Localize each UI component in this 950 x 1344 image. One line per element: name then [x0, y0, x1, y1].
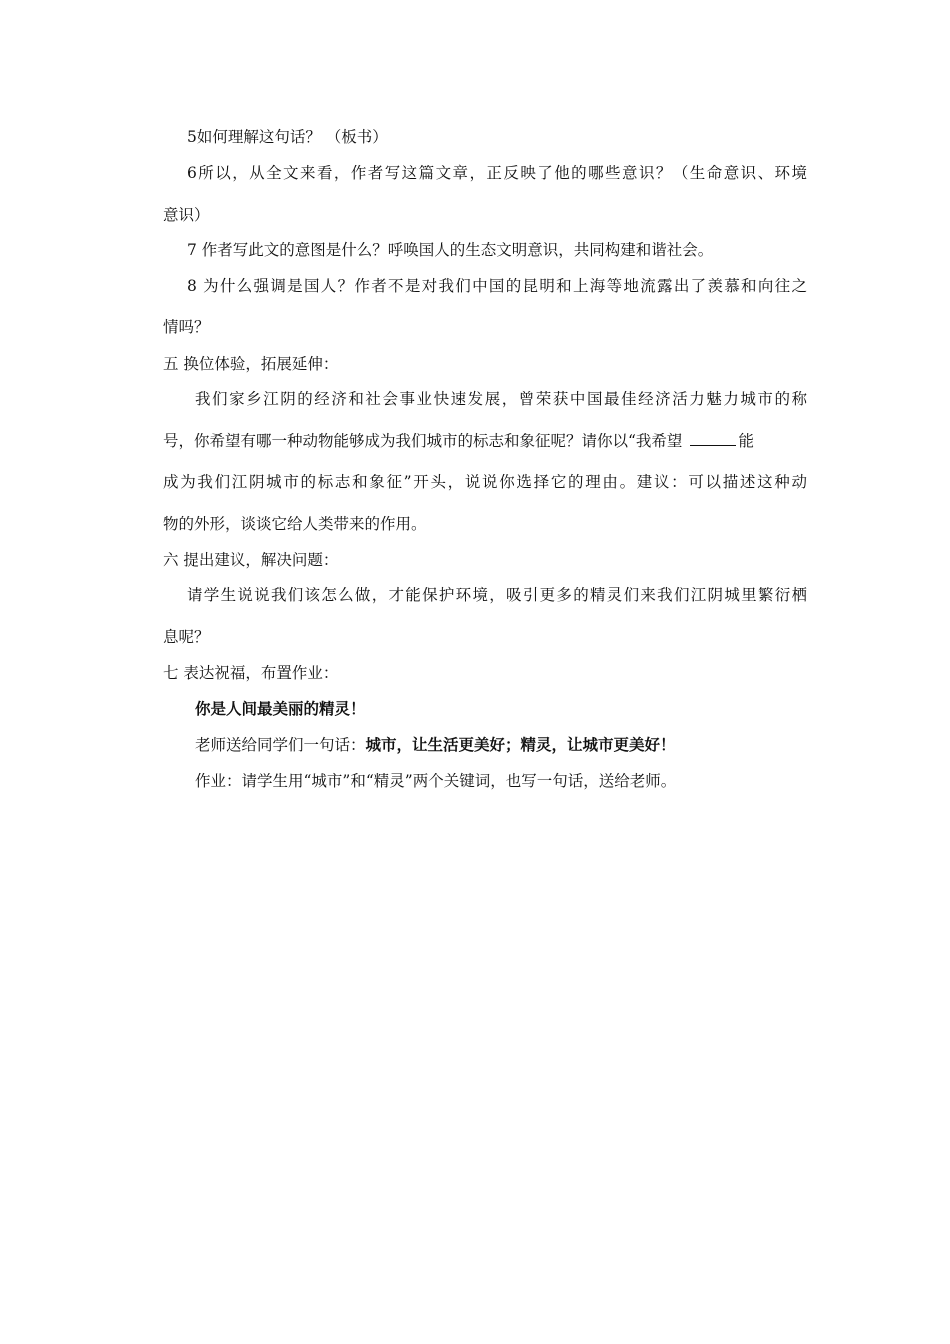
section-5-heading: 五 换位体验，拓展延伸：: [163, 355, 339, 373]
teacher-message-intro: 老师送给同学们一句话：: [195, 736, 366, 754]
question-6-continued: 意识）: [163, 206, 210, 224]
teacher-message-quote: 城市，让生活更美好；精灵，让城市更美好！: [365, 736, 676, 754]
section-6-heading: 六 提出建议，解决问题：: [163, 551, 339, 569]
section-5-paragraph-line-3: 成为我们江阴城市的标志和象征”开头，说说你选择它的理由。建议：可以描述这种动: [163, 473, 807, 491]
question-8-continued: 情吗？: [163, 318, 210, 336]
blessing-line: 你是人间最美丽的精灵！: [195, 700, 366, 718]
prompt-text: 号，你希望有哪一种动物能够成为我们城市的标志和象征呢？请你以“我希望: [163, 432, 683, 450]
section-6-paragraph-line-1: 请学生说说我们该怎么做，才能保护环境，吸引更多的精灵们来我们江阴城里繁衍栖: [187, 586, 807, 604]
question-7: 7 作者写此文的意图是什么？呼唤国人的生态文明意识，共同构建和谐社会。: [187, 241, 714, 259]
section-6-paragraph-line-2: 息呢？: [163, 628, 210, 646]
question-8: 8 为什么强调是国人？作者不是对我们中国的昆明和上海等地流露出了羡慕和向往之: [187, 277, 807, 295]
fill-in-blank: [690, 431, 736, 446]
teacher-message: [195, 735, 676, 755]
question-5: 5如何理解这句话？ （板书）: [187, 128, 388, 146]
section-5-paragraph-line-2: [163, 431, 754, 451]
section-5-paragraph-line-1: 我们家乡江阴的经济和社会事业快速发展，曾荣获中国最佳经济活力魅力城市的称: [195, 390, 807, 408]
prompt-text-end: 能: [738, 432, 754, 450]
homework-line: 作业：请学生用“城市”和“精灵”两个关键词，也写一句话，送给老师。: [195, 772, 677, 790]
section-5-paragraph-line-4: 物的外形，谈谈它给人类带来的作用。: [163, 515, 427, 533]
question-6: 6所以，从全文来看，作者写这篇文章，正反映了他的哪些意识？（生命意识、环境: [187, 164, 807, 182]
section-7-heading: 七 表达祝福，布置作业：: [163, 664, 339, 682]
